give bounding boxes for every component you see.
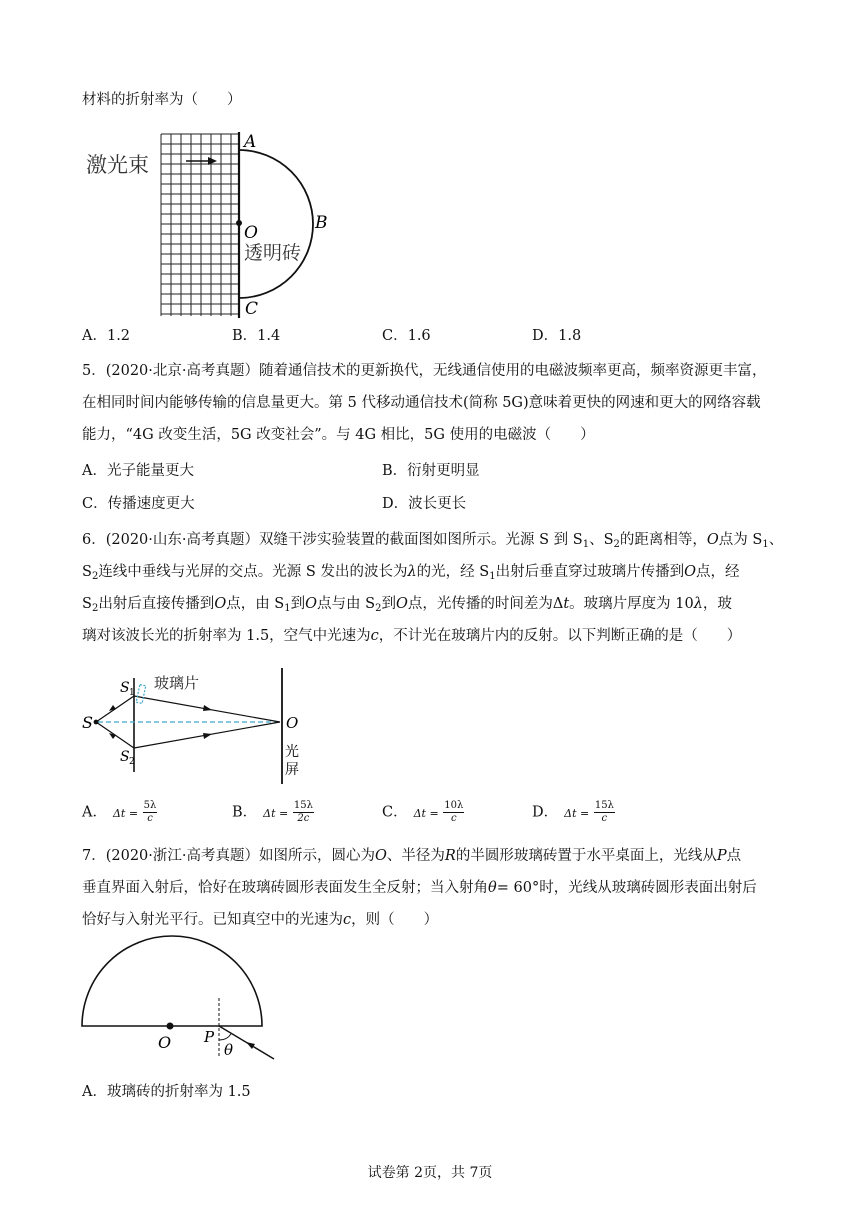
label-o: O: [244, 223, 258, 243]
q4-option-c[interactable]: C．1.6: [382, 328, 431, 344]
page-footer: 试卷第 2页，共 7页: [367, 1165, 493, 1181]
q4-figure: [86, 128, 336, 320]
q6-option-b[interactable]: B． Δt = $\frac{15\lambda}{2c}$: [232, 800, 313, 824]
label-o: O: [158, 1033, 172, 1052]
q4-option-a[interactable]: A．1.2: [82, 328, 131, 344]
screen-label-2: 屏: [285, 762, 299, 778]
label-theta: θ: [224, 1041, 234, 1059]
q7-option-a[interactable]: A．玻璃砖的折射率为 1.5: [82, 1084, 251, 1100]
q5-option-a[interactable]: A．光子能量更大: [82, 463, 194, 479]
q5-option-d[interactable]: D．波长更长: [382, 496, 467, 512]
q6-option-c[interactable]: C． Δt = $\frac{10\lambda}{c}$: [382, 800, 464, 824]
q4-option-b[interactable]: B．1.4: [232, 328, 281, 344]
q5-line2: 在相同时间内能够传输的信息量更大。第 5 代移动通信技术(简称 5G)意味着更快的网速和更大的网络容载: [82, 395, 761, 411]
q7-figure: [80, 930, 290, 1070]
label-s1: S: [120, 680, 130, 696]
q5-option-b[interactable]: B．衍射更明显: [382, 463, 480, 479]
q4-stem: 材料的折射率为（ ）: [82, 92, 242, 108]
q6-option-a[interactable]: A． Δt = $\frac{5\lambda}{c}$: [82, 800, 157, 824]
q7-line3: 恰好与入射光平行。已知真空中的光速为c，则（ ）: [82, 912, 439, 928]
label-a: A: [244, 132, 257, 152]
q5-line1: 5．(2020·北京·高考真题）随着通信技术的更新换代，无线通信使用的电磁波频率更高，频率资源更丰富，: [82, 363, 767, 379]
screen-label-1: 光: [285, 744, 299, 760]
label-b: B: [315, 213, 328, 233]
q5-option-c[interactable]: C．传播速度更大: [82, 496, 195, 512]
q6-line2: $S_2$连线中垂线与光屏的交点。光源 S 发出的波长为λ的光，经 $S_1$出射后垂直穿过玻璃片传播到O点，经: [82, 564, 740, 582]
label-p: P: [204, 1028, 215, 1046]
label-s2-sub: 2: [129, 757, 135, 767]
q7-line1: 7．(2020·浙江·高考真题）如图所示，圆心为O、半径为R的半圆形玻璃砖置于水平桌面上，光线从P点: [82, 848, 742, 864]
q6-line1: 6．(2020·山东·高考真题）双缝干涉实验装置的截面图如图所示。光源 S 到 $S_1$、$S_2$的距离相等，O点为 $S_1$、: [82, 532, 784, 550]
label-s1-sub: 1: [129, 688, 135, 698]
q6-figure: [80, 668, 320, 788]
brick-label: 透明砖: [244, 242, 302, 264]
label-c: C: [245, 299, 259, 319]
q5-line3: 能力，“4G 改变生活，5G 改变社会”。与 4G 相比，5G 使用的电磁波（ ）: [82, 427, 595, 443]
label-s2: S: [120, 749, 130, 765]
label-s: S: [82, 713, 93, 732]
beam-label: 激光束: [86, 153, 149, 177]
q6-line4: 璃对该波长光的折射率为 1.5，空气中光速为c，不计光在玻璃片内的反射。以下判断正确的是（ ）: [82, 628, 742, 644]
q7-line2: 垂直界面入射后，恰好在玻璃砖圆形表面发生全反射；当入射角θ= 60°时，光线从玻璃砖圆形表面出射后: [82, 880, 757, 896]
q4-option-d[interactable]: D．1.8: [532, 328, 582, 344]
glass-label: 玻璃片: [154, 674, 200, 692]
q6-line3: $S_2$出射后直接传播到O点，由 $S_1$到O点与由 $S_2$到O点，光传播的时间差为Δt。玻璃片厚度为 10λ，玻: [82, 596, 732, 614]
q6-option-d[interactable]: D． Δt = $\frac{15\lambda}{c}$: [532, 800, 614, 824]
label-o: O: [286, 714, 299, 732]
